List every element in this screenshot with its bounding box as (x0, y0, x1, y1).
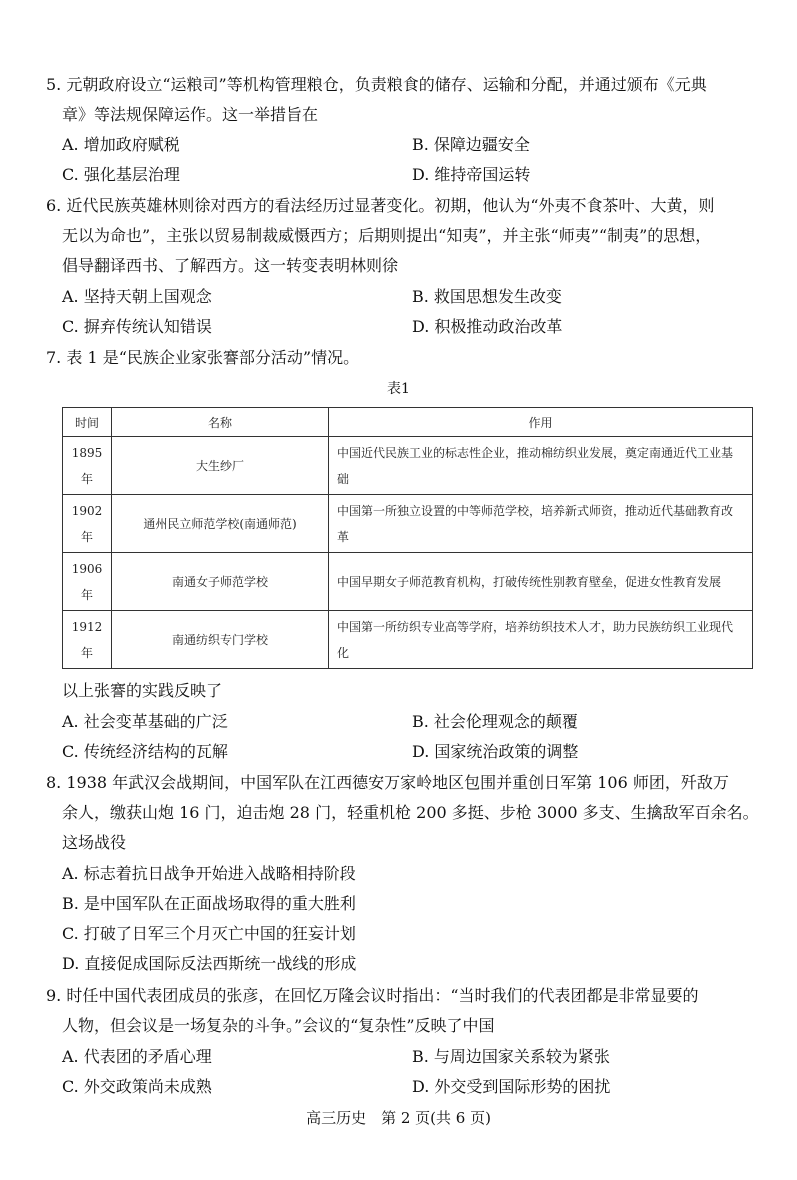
table-header-name: 名称 (112, 408, 329, 437)
question-9-option-d: D. 外交受到国际形势的困扰 (412, 1077, 611, 1096)
question-6-option-c: C. 摒弃传统认知错误 (62, 317, 212, 336)
question-7-prompt (62, 676, 778, 706)
table-caption: 表1 (387, 381, 410, 397)
question-9 (46, 981, 762, 1041)
table-row (63, 553, 753, 611)
question-6-option-d: D. 积极推动政治改革 (412, 317, 563, 336)
table-row (63, 611, 753, 669)
question-5-option-b: B. 保障边疆安全 (412, 135, 530, 154)
table-cell-name: 大生纱厂 (112, 437, 329, 495)
question-6-options (62, 282, 762, 342)
table-cell-year: 1912 年 (63, 611, 112, 669)
table-cell-name: 南通女子师范学校 (112, 553, 329, 611)
question-9-option-a: A. 代表团的矛盾心理 (62, 1047, 212, 1066)
question-7-option-b: B. 社会伦理观念的颠覆 (412, 712, 578, 731)
question-8-line-3: 这场战役 (62, 833, 127, 852)
table-row (63, 495, 753, 553)
question-8-line-2: 余人，缴获山炮 16 门，迫击炮 28 门，轻重机枪 200 多挺、步枪 3000 多支、生擒敌军百余名。 (62, 803, 759, 822)
question-7-after-text: 以上张謇的实践反映了 (62, 681, 223, 700)
question-7-option-d: D. 国家统治政策的调整 (412, 742, 579, 761)
page-footer: 高三历史 第 2 页(共 6 页) (306, 1109, 491, 1127)
table-cell-name: 通州民立师范学校(南通师范) (112, 495, 329, 553)
question-6-line-1: 6. 近代民族英雄林则徐对西方的看法经历过显著变化。初期，他认为“外夷不食茶叶、大黄，则 (46, 196, 715, 215)
question-9-option-c: C. 外交政策尚未成熟 (62, 1077, 212, 1096)
question-5 (46, 70, 762, 130)
table-cell-name: 南通纺织专门学校 (112, 611, 329, 669)
question-6 (46, 191, 762, 281)
table-header-role: 作用 (329, 408, 753, 437)
question-7-option-c: C. 传统经济结构的瓦解 (62, 742, 228, 761)
table-cell-year: 1895 年 (63, 437, 112, 495)
question-5-options (62, 130, 762, 190)
question-5-line-2: 章》等法规保障运作。这一举措旨在 (62, 105, 319, 124)
table-cell-role: 中国第一所独立设置的中等师范学校，培养新式师资，推动近代基础教育改革 (329, 495, 753, 553)
activities-table (62, 407, 753, 669)
table-cell-year: 1902 年 (63, 495, 112, 553)
table-cell-role: 中国第一所纺织专业高等学府，培养纺织技术人才，助力民族纺织工业现代化 (329, 611, 753, 669)
table-header-time: 时间 (63, 408, 112, 437)
question-7-line-1: 7. 表 1 是“民族企业家张謇部分活动”情况。 (46, 348, 360, 367)
question-8-option-a: A. 标志着抗日战争开始进入战略相持阶段 (62, 864, 356, 883)
question-6-option-a: A. 坚持天朝上国观念 (62, 287, 212, 306)
question-8-line-1: 8. 1938 年武汉会战期间，中国军队在江西德安万家岭地区包围并重创日军第 106 师团，歼敌万 (46, 773, 729, 792)
question-5-option-c: C. 强化基层治理 (62, 165, 180, 184)
question-6-option-b: B. 救国思想发生改变 (412, 287, 562, 306)
question-6-line-2: 无以为命也”，主张以贸易制裁威慑西方；后期则提出“知夷”，并主张“师夷”“制夷”的思想， (62, 226, 712, 245)
question-7 (46, 343, 762, 373)
question-8-option-d: D. 直接促成国际反法西斯统一战线的形成 (62, 954, 357, 973)
question-9-line-1: 9. 时任中国代表团成员的张彦，在回忆万隆会议时指出：“当时我们的代表团都是非常显要的 (46, 986, 699, 1005)
question-5-option-a: A. 增加政府赋税 (62, 135, 180, 154)
question-9-line-2: 人物，但会议是一场复杂的斗争。”会议的“复杂性”反映了中国 (62, 1016, 495, 1035)
question-6-line-3: 倡导翻译西书、了解西方。这一转变表明林则徐 (62, 256, 399, 275)
table-row (63, 437, 753, 495)
table-cell-year: 1906 年 (63, 553, 112, 611)
question-7-options (62, 707, 762, 767)
question-5-option-d: D. 维持帝国运转 (412, 165, 531, 184)
question-8-options (62, 859, 762, 979)
table-cell-role: 中国近代民族工业的标志性企业，推动棉纺织业发展，奠定南通近代工业基础 (329, 437, 753, 495)
question-9-option-b: B. 与周边国家关系较为紧张 (412, 1047, 610, 1066)
table-cell-role: 中国早期女子师范教育机构，打破传统性别教育壁垒，促进女性教育发展 (329, 553, 753, 611)
question-5-line-1: 5. 元朝政府设立“运粮司”等机构管理粮仓，负责粮食的储存、运输和分配，并通过颁布《元典 (46, 75, 707, 94)
question-7-option-a: A. 社会变革基础的广泛 (62, 712, 228, 731)
question-8-option-b: B. 是中国军队在正面战场取得的重大胜利 (62, 894, 356, 913)
table-header-row (63, 408, 753, 437)
question-8-option-c: C. 打破了日军三个月灭亡中国的狂妄计划 (62, 924, 356, 943)
question-8 (46, 768, 762, 858)
question-9-options (62, 1042, 762, 1102)
